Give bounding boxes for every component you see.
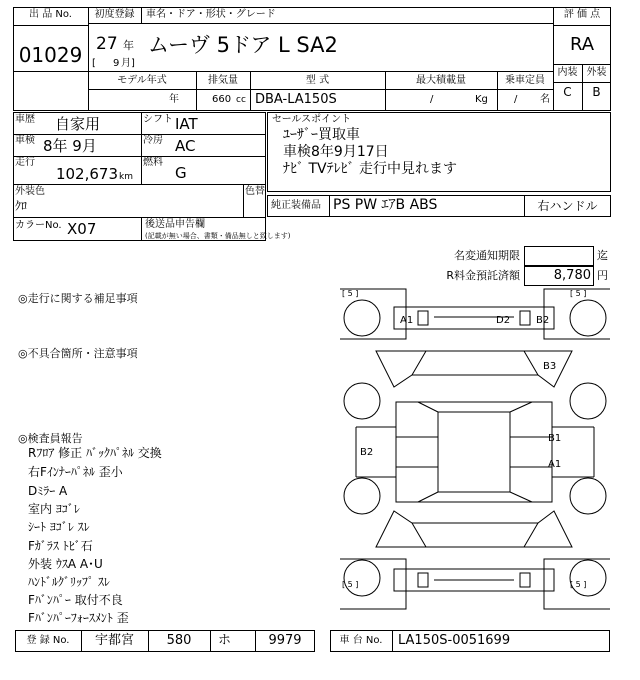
history-value: 自家用 bbox=[55, 115, 101, 133]
inspector-line-3: Dﾐﾗｰ A bbox=[28, 484, 68, 498]
displacement-label: 排気量 bbox=[208, 75, 238, 86]
recycle-unit: 円 bbox=[597, 269, 608, 282]
name-change-label: 名変通知期限 bbox=[454, 249, 520, 262]
name-change-box bbox=[524, 246, 594, 266]
defects-label: ◎不具合箇所・注意事項 bbox=[18, 347, 138, 360]
sales-point-2: 車検8年9月17日 bbox=[283, 144, 389, 160]
first-registration-label: 初度登録 bbox=[94, 9, 135, 20]
ac-label: 冷房 bbox=[143, 135, 163, 146]
vehicle-label: 車名・ドア・形状・グレード bbox=[146, 9, 276, 20]
color-change-label: 色替 bbox=[245, 186, 265, 197]
interior-rating: C bbox=[563, 85, 572, 99]
recycle-value: 8,780 bbox=[553, 268, 591, 283]
handle-side: 右ハンドル bbox=[537, 199, 598, 213]
damage-mark-b2-front: B2 bbox=[536, 315, 550, 326]
chassis-label: 車 台 No. bbox=[339, 635, 383, 646]
max-load-sep: / bbox=[430, 94, 434, 105]
exterior-label: 外装 bbox=[586, 67, 607, 78]
tire-label-front-left: [ 5 ] bbox=[342, 289, 359, 298]
inspector-report-label: ◎検査員報告 bbox=[18, 432, 83, 445]
registration-place: 宇都宮 bbox=[94, 633, 134, 648]
color-no-value: X07 bbox=[67, 220, 97, 238]
damage-mark-b1: B1 bbox=[548, 433, 562, 444]
inspector-line-4: 室内 ﾖｺﾞﾚ bbox=[28, 502, 80, 516]
registration-kana: ホ bbox=[218, 633, 232, 648]
color-value: ｸﾛ bbox=[15, 199, 28, 213]
capacity-unit: 名 bbox=[540, 94, 550, 105]
sales-points-label: セールスポイント bbox=[272, 114, 352, 125]
color-no-label: カラーNo. bbox=[15, 220, 62, 231]
max-load-label: 最大積載量 bbox=[416, 75, 466, 86]
car-damage-diagram bbox=[338, 287, 612, 611]
capacity-label: 乗車定員 bbox=[505, 75, 545, 86]
first-reg-month-close: 月] bbox=[121, 58, 135, 69]
color-label: 外装色 bbox=[15, 186, 45, 197]
damage-mark-a1-right: A1 bbox=[548, 459, 562, 470]
history-label: 車歴 bbox=[15, 114, 35, 125]
capacity-sep: / bbox=[514, 94, 518, 105]
post-doc-label: 後送品申告欄 bbox=[145, 219, 205, 230]
vehicle-name: ムーヴ 5ドア L SA2 bbox=[148, 33, 338, 57]
registration-label: 登 録 No. bbox=[26, 635, 70, 646]
inspector-line-10: Fﾊﾞﾝﾊﾟｰﾌｫｰｽﾒﾝﾄ 歪 bbox=[28, 611, 129, 625]
ac-value: AC bbox=[175, 137, 196, 155]
inspector-line-1: Rﾌﾛｱ 修正 ﾊﾞｯｸﾊﾟﾈﾙ 交換 bbox=[28, 446, 162, 460]
sales-point-1: ﾕｰｻﾞｰ買取車 bbox=[283, 127, 360, 143]
inspector-line-8: ﾊﾝﾄﾞﾙｸﾞﾘｯﾌﾟ ｽﾚ bbox=[28, 575, 110, 589]
shift-value: IAT bbox=[175, 115, 198, 133]
shift-label: シフト bbox=[143, 114, 173, 125]
recycle-label: R料金預託済額 bbox=[446, 269, 520, 282]
damage-mark-a1-front: A1 bbox=[400, 315, 414, 326]
type-label: 型 式 bbox=[305, 75, 330, 86]
registration-number: 9979 bbox=[268, 633, 302, 648]
fuel-label: 燃料 bbox=[143, 157, 163, 168]
damage-mark-b2-left: B2 bbox=[360, 447, 374, 458]
inspector-line-9: Fﾊﾞﾝﾊﾟｰ 取付不良 bbox=[28, 593, 123, 607]
name-change-unit: 迄 bbox=[597, 249, 608, 262]
rating-label: 評 価 点 bbox=[563, 9, 601, 20]
first-reg-year-unit: 年 bbox=[123, 39, 134, 52]
fuel-value: G bbox=[175, 164, 187, 182]
inspector-line-2: 右Fｲﾝﾅｰﾊﾟﾈﾙ 歪小 bbox=[28, 465, 123, 479]
equipment-label: 純正装備品 bbox=[271, 200, 321, 211]
mileage-value: 102,673 bbox=[55, 165, 118, 183]
inspector-line-5: ｼｰﾄ ﾖｺﾞﾚ ｽﾚ bbox=[28, 520, 90, 534]
inspector-line-7: 外装 ｳｽA A･U bbox=[28, 557, 103, 571]
first-reg-month-open: [ bbox=[92, 58, 96, 69]
chassis-number: LA150S-0051699 bbox=[398, 633, 511, 648]
lot-number: 01029 bbox=[18, 43, 83, 67]
mileage-unit: km bbox=[119, 172, 133, 182]
interior-label: 内装 bbox=[557, 67, 578, 78]
first-reg-month: 9 bbox=[113, 58, 120, 69]
model-year-unit: 年 bbox=[169, 94, 179, 105]
damage-mark-d2: D2 bbox=[496, 315, 511, 326]
tire-label-rear-left: [ 5 ] bbox=[342, 580, 359, 589]
max-load-unit: Kg bbox=[475, 94, 488, 105]
lot-label: 出 品 No. bbox=[29, 9, 72, 20]
equipment-items: PS PW ｴｱB ABS bbox=[333, 197, 438, 213]
inspector-line-6: Fｶﾞﾗｽ ﾄﾋﾞ石 bbox=[28, 539, 93, 553]
overall-rating: RA bbox=[569, 34, 595, 55]
sales-point-3: ﾅﾋﾞ TVﾃﾚﾋﾞ 走行中見れます bbox=[283, 161, 458, 177]
exterior-rating: B bbox=[592, 85, 601, 99]
inspection-value: 8年 9月 bbox=[43, 137, 97, 155]
inspection-label: 車検 bbox=[15, 135, 35, 146]
damage-mark-b3: B3 bbox=[543, 361, 557, 372]
model-year-label: モデル年式 bbox=[117, 75, 167, 86]
tire-label-front-right: [ 5 ] bbox=[570, 289, 587, 298]
mileage-label: 走行 bbox=[15, 157, 35, 168]
travel-notes-label: ◎走行に関する補足事項 bbox=[18, 292, 138, 305]
post-doc-note: (記載が無い場合、書類・備品無しと致します) bbox=[145, 232, 291, 240]
registration-class: 580 bbox=[166, 633, 192, 648]
displacement-value: 660 bbox=[212, 94, 232, 105]
first-reg-year: 27 bbox=[96, 34, 118, 54]
type-value: DBA-LA150S bbox=[255, 92, 337, 107]
displacement-unit: cc bbox=[236, 95, 246, 105]
tire-label-rear-right: [ 5 ] bbox=[570, 580, 587, 589]
